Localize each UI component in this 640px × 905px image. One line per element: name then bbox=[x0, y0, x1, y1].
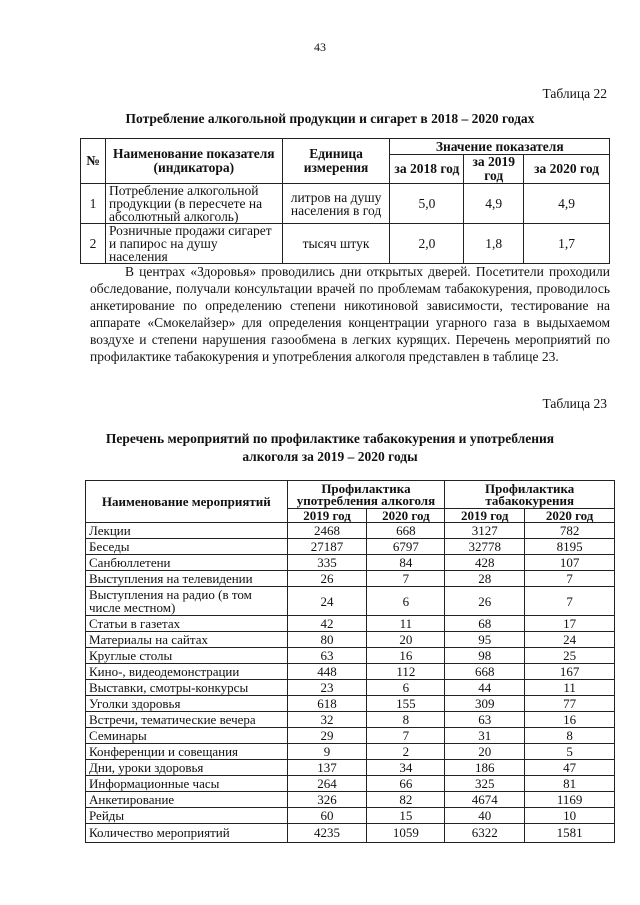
tobacco-2019-value: 4674 bbox=[445, 792, 525, 808]
header-alcohol-2019: 2019 год bbox=[287, 509, 367, 523]
table-row bbox=[86, 587, 615, 616]
table-row bbox=[86, 616, 615, 632]
tobacco-2020-value: 25 bbox=[525, 648, 615, 664]
activity-name: Уголки здоровья bbox=[86, 696, 288, 712]
tobacco-2020-value: 24 bbox=[525, 632, 615, 648]
table-row bbox=[86, 571, 615, 587]
header-activity-name: Наименование мероприятий bbox=[86, 481, 288, 523]
header-tobacco-prevention: Профилактика табакокурения bbox=[445, 481, 615, 509]
tobacco-2019-value: 6322 bbox=[445, 824, 525, 843]
alcohol-2020-value: 20 bbox=[367, 632, 445, 648]
table-23 bbox=[85, 480, 615, 843]
tobacco-2019-value: 26 bbox=[445, 587, 525, 616]
tobacco-2020-value: 77 bbox=[525, 696, 615, 712]
row-num: 2 bbox=[81, 224, 106, 264]
table-23-body bbox=[86, 523, 615, 843]
header-value: Значение показателя bbox=[390, 139, 610, 155]
table-row bbox=[86, 808, 615, 824]
alcohol-2019-value: 448 bbox=[287, 664, 367, 680]
table-row bbox=[86, 760, 615, 776]
header-num: № bbox=[81, 139, 106, 184]
table-row bbox=[86, 680, 615, 696]
row-num: 1 bbox=[81, 184, 106, 224]
header-indicator: Наименование показателя (индикатора) bbox=[105, 139, 282, 184]
row-value-2020: 4,9 bbox=[524, 184, 610, 224]
header-year-2020: за 2020 год bbox=[524, 155, 610, 184]
alcohol-2020-value: 82 bbox=[367, 792, 445, 808]
table-23-title-line-1: Перечень мероприятий по профилактике табакокурения и употребления bbox=[105, 431, 555, 446]
tobacco-2020-value: 16 bbox=[525, 712, 615, 728]
alcohol-2020-value: 7 bbox=[367, 728, 445, 744]
tobacco-2020-value: 8195 bbox=[525, 539, 615, 555]
table-23-title bbox=[60, 430, 600, 466]
tobacco-2019-value: 428 bbox=[445, 555, 525, 571]
header-year-2019: за 2019 год bbox=[464, 155, 524, 184]
table-row bbox=[86, 744, 615, 760]
tobacco-2019-value: 44 bbox=[445, 680, 525, 696]
tobacco-2019-value: 32778 bbox=[445, 539, 525, 555]
table-22-title: Потребление алкогольной продукции и сигарет в 2018 – 2020 годах bbox=[125, 111, 535, 126]
activity-name: Выставки, смотры-конкурсы bbox=[86, 680, 288, 696]
table-row bbox=[86, 648, 615, 664]
alcohol-2020-value: 8 bbox=[367, 712, 445, 728]
alcohol-2020-value: 2 bbox=[367, 744, 445, 760]
table-row bbox=[86, 824, 615, 843]
table-row bbox=[86, 696, 615, 712]
alcohol-2019-value: 264 bbox=[287, 776, 367, 792]
table-row bbox=[86, 664, 615, 680]
row-value-2019: 4,9 bbox=[464, 184, 524, 224]
row-unit: тысяч штук bbox=[282, 224, 390, 264]
alcohol-2019-value: 80 bbox=[287, 632, 367, 648]
alcohol-2019-value: 326 bbox=[287, 792, 367, 808]
tobacco-2020-value: 11 bbox=[525, 680, 615, 696]
activity-name: Информационные часы bbox=[86, 776, 288, 792]
alcohol-2019-value: 24 bbox=[287, 587, 367, 616]
tobacco-2019-value: 28 bbox=[445, 571, 525, 587]
row-indicator: Розничные продажи сигарет и папирос на душу населения bbox=[105, 224, 282, 264]
alcohol-2019-value: 137 bbox=[287, 760, 367, 776]
tobacco-2019-value: 63 bbox=[445, 712, 525, 728]
alcohol-2020-value: 6 bbox=[367, 587, 445, 616]
tobacco-2020-value: 1169 bbox=[525, 792, 615, 808]
row-value-2018: 2,0 bbox=[390, 224, 464, 264]
tobacco-2019-value: 98 bbox=[445, 648, 525, 664]
alcohol-2019-value: 26 bbox=[287, 571, 367, 587]
header-alcohol-2020: 2020 год bbox=[367, 509, 445, 523]
table-row bbox=[81, 224, 610, 264]
header-unit: Единица измерения bbox=[282, 139, 390, 184]
activity-name: Лекции bbox=[86, 523, 288, 539]
activity-name: Анкетирование bbox=[86, 792, 288, 808]
alcohol-2019-value: 23 bbox=[287, 680, 367, 696]
alcohol-2019-value: 27187 bbox=[287, 539, 367, 555]
page-number: 43 bbox=[314, 40, 326, 54]
tobacco-2020-value: 5 bbox=[525, 744, 615, 760]
row-value-2018: 5,0 bbox=[390, 184, 464, 224]
table-row bbox=[86, 776, 615, 792]
activity-name: Материалы на сайтах bbox=[86, 632, 288, 648]
tobacco-2019-value: 186 bbox=[445, 760, 525, 776]
header-tobacco-2020: 2020 год bbox=[525, 509, 615, 523]
header-tobacco-2019: 2019 год bbox=[445, 509, 525, 523]
tobacco-2020-value: 7 bbox=[525, 571, 615, 587]
alcohol-2020-value: 6 bbox=[367, 680, 445, 696]
alcohol-2020-value: 155 bbox=[367, 696, 445, 712]
activity-name: Выступления на радио (в том числе местном) bbox=[86, 587, 288, 616]
table-row bbox=[86, 632, 615, 648]
tobacco-2019-value: 309 bbox=[445, 696, 525, 712]
activity-name: Конференции и совещания bbox=[86, 744, 288, 760]
tobacco-2019-value: 3127 bbox=[445, 523, 525, 539]
activity-name: Семинары bbox=[86, 728, 288, 744]
activity-name: Статьи в газетах bbox=[86, 616, 288, 632]
table-22-label: Таблица 22 bbox=[542, 86, 607, 101]
paragraph-text: В центрах «Здоровья» проводились дни открытых дверей. Посетители проходили обследование, получали консультации врачей по проблемам табакокурения, проводилось анкетирование по определению степени никотиновой зависимости, тестирование на аппарате «Смокелайзер» для определения концентрации угарного газа в выдыхаемом воздухе и степени нарушения газообмена в легких курящих. Перечень мероприятий по профилактике табакокурения и употребления алкоголя представлен в таблице 23. bbox=[90, 264, 610, 364]
header-year-2018: за 2018 год bbox=[390, 155, 464, 184]
activity-name: Выступления на телевидении bbox=[86, 571, 288, 587]
alcohol-2020-value: 11 bbox=[367, 616, 445, 632]
table-row bbox=[86, 555, 615, 571]
activity-name: Санбюллетени bbox=[86, 555, 288, 571]
table-row bbox=[86, 712, 615, 728]
table-row bbox=[86, 523, 615, 539]
activity-name: Круглые столы bbox=[86, 648, 288, 664]
activity-name: Рейды bbox=[86, 808, 288, 824]
row-value-2020: 1,7 bbox=[524, 224, 610, 264]
alcohol-2019-value: 63 bbox=[287, 648, 367, 664]
table-row bbox=[86, 792, 615, 808]
activity-name: Количество мероприятий bbox=[86, 824, 288, 843]
alcohol-2020-value: 66 bbox=[367, 776, 445, 792]
tobacco-2019-value: 31 bbox=[445, 728, 525, 744]
alcohol-2019-value: 32 bbox=[287, 712, 367, 728]
alcohol-2020-value: 7 bbox=[367, 571, 445, 587]
alcohol-2020-value: 84 bbox=[367, 555, 445, 571]
tobacco-2019-value: 40 bbox=[445, 808, 525, 824]
alcohol-2019-value: 335 bbox=[287, 555, 367, 571]
tobacco-2019-value: 95 bbox=[445, 632, 525, 648]
tobacco-2020-value: 107 bbox=[525, 555, 615, 571]
activity-name: Беседы bbox=[86, 539, 288, 555]
table-23-title-line-2: алкоголя за 2019 – 2020 годы bbox=[242, 449, 418, 464]
row-unit: литров на душу населения в год bbox=[282, 184, 390, 224]
alcohol-2019-value: 60 bbox=[287, 808, 367, 824]
tobacco-2020-value: 167 bbox=[525, 664, 615, 680]
alcohol-2020-value: 1059 bbox=[367, 824, 445, 843]
table-row bbox=[81, 184, 610, 224]
activity-name: Встречи, тематические вечера bbox=[86, 712, 288, 728]
alcohol-2020-value: 112 bbox=[367, 664, 445, 680]
tobacco-2020-value: 17 bbox=[525, 616, 615, 632]
table-23-label: Таблица 23 bbox=[542, 396, 607, 411]
alcohol-2019-value: 4235 bbox=[287, 824, 367, 843]
tobacco-2019-value: 668 bbox=[445, 664, 525, 680]
tobacco-2020-value: 81 bbox=[525, 776, 615, 792]
alcohol-2020-value: 15 bbox=[367, 808, 445, 824]
body-paragraph bbox=[90, 263, 610, 365]
row-value-2019: 1,8 bbox=[464, 224, 524, 264]
tobacco-2020-value: 47 bbox=[525, 760, 615, 776]
table-row bbox=[86, 728, 615, 744]
tobacco-2019-value: 20 bbox=[445, 744, 525, 760]
alcohol-2019-value: 618 bbox=[287, 696, 367, 712]
tobacco-2020-value: 1581 bbox=[525, 824, 615, 843]
tobacco-2020-value: 8 bbox=[525, 728, 615, 744]
header-alcohol-prevention: Профилактика употребления алкоголя bbox=[287, 481, 445, 509]
tobacco-2020-value: 7 bbox=[525, 587, 615, 616]
row-indicator: Потребление алкогольной продукции (в пересчете на абсолютный алкоголь) bbox=[105, 184, 282, 224]
tobacco-2020-value: 782 bbox=[525, 523, 615, 539]
activity-name: Дни, уроки здоровья bbox=[86, 760, 288, 776]
alcohol-2020-value: 6797 bbox=[367, 539, 445, 555]
table-22 bbox=[80, 138, 610, 264]
alcohol-2019-value: 9 bbox=[287, 744, 367, 760]
alcohol-2019-value: 42 bbox=[287, 616, 367, 632]
table-row bbox=[86, 539, 615, 555]
tobacco-2019-value: 325 bbox=[445, 776, 525, 792]
tobacco-2019-value: 68 bbox=[445, 616, 525, 632]
alcohol-2020-value: 34 bbox=[367, 760, 445, 776]
alcohol-2019-value: 2468 bbox=[287, 523, 367, 539]
activity-name: Кино-, видеодемонстрации bbox=[86, 664, 288, 680]
tobacco-2020-value: 10 bbox=[525, 808, 615, 824]
alcohol-2019-value: 29 bbox=[287, 728, 367, 744]
alcohol-2020-value: 668 bbox=[367, 523, 445, 539]
alcohol-2020-value: 16 bbox=[367, 648, 445, 664]
